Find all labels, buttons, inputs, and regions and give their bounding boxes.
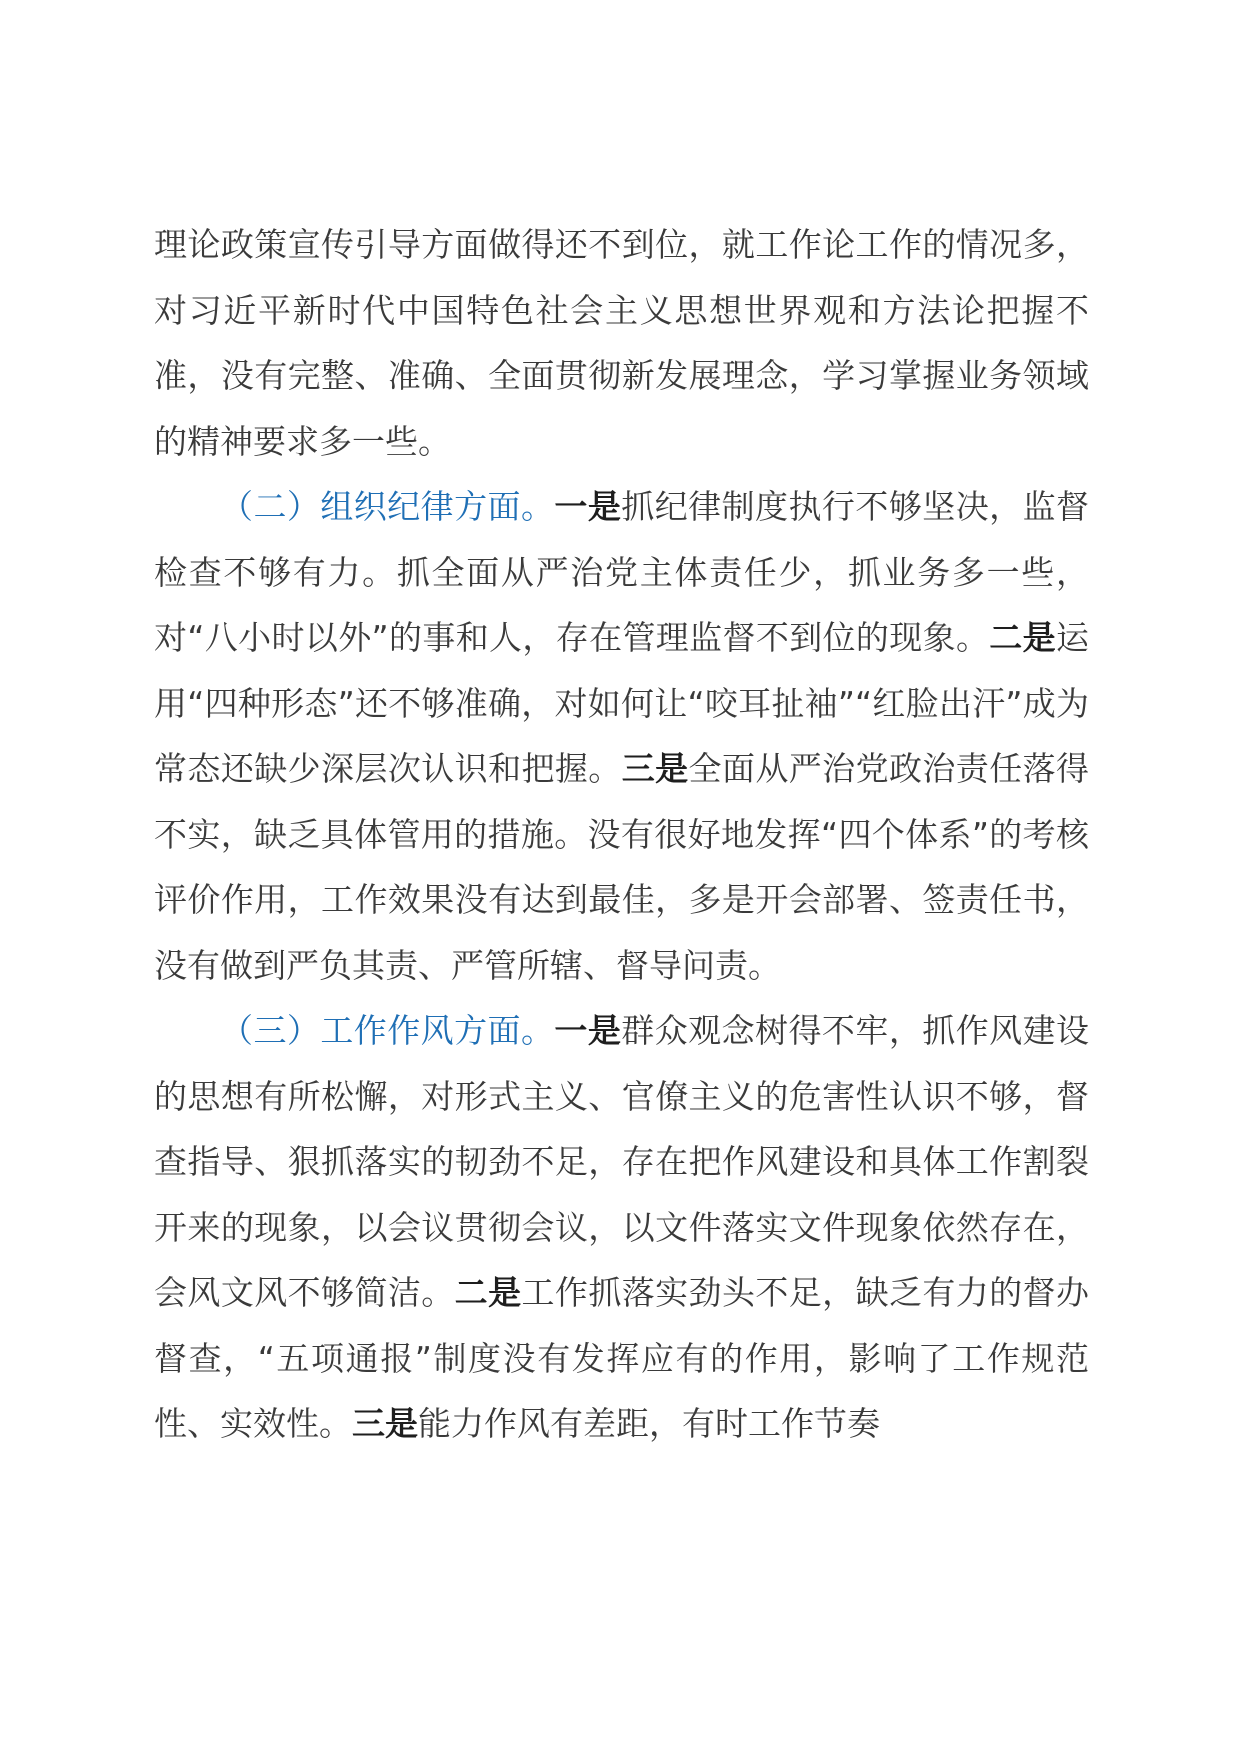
point-text: 抓纪律制度执行不够坚决，监督检查不够有力。抓全面从严治党主体责任少，抓业务多一些，对“八小时以外”的事和人，存在管理监督不到位的现象。	[154, 487, 1090, 657]
paragraph-2	[154, 474, 1089, 998]
point-text: 运用“四种形态”还不够准确，对如何让“咬耳扯袖”“红脸出汗”成为常态还缺少深层次认识和把握。	[154, 618, 1089, 788]
paragraph-3	[154, 998, 1089, 1457]
paragraph-1	[154, 212, 1089, 474]
point-text: 工作抓落实劲头不足，缺乏有力的督办督查，“五项通报”制度没有发挥应有的作用，影响了工作规范性、实效性。	[154, 1273, 1090, 1443]
point-marker: 二是	[989, 618, 1056, 657]
document-body	[154, 212, 1089, 1457]
point-marker: 二是	[454, 1273, 522, 1312]
section-heading-2: （二）组织纪律方面。	[220, 487, 555, 526]
point-marker: 三是	[352, 1404, 418, 1443]
paragraph-1-text: 理论政策宣传引导方面做得还不到位，就工作论工作的情况多，对习近平新时代中国特色社会主义思想世界观和方法论把握不准，没有完整、准确、全面贯彻新发展理念，学习掌握业务领域的精神要求多一些。	[154, 225, 1089, 461]
point-marker: 三是	[621, 749, 689, 788]
section-heading-3: （三）工作作风方面。	[220, 1011, 555, 1050]
point-marker: 一是	[554, 1011, 622, 1050]
point-text: 能力作风有差距，有时工作节奏	[418, 1404, 880, 1443]
point-marker: 一是	[554, 487, 622, 526]
point-text: 全面从严治党政治责任落得不实，缺乏具体管用的措施。没有很好地发挥“四个体系”的考核评价作用，工作效果没有达到最佳，多是开会部署、签责任书，没有做到严负其责、严管所辖、督导问责。	[154, 749, 1090, 985]
point-text: 群众观念树得不牢，抓作风建设的思想有所松懈，对形式主义、官僚主义的危害性认识不够，督查指导、狠抓落实的韧劲不足，存在把作风建设和具体工作割裂开来的现象，以会议贯彻会议，以文件落实文件现象依然存在，会风文风不够简洁。	[154, 1011, 1090, 1312]
